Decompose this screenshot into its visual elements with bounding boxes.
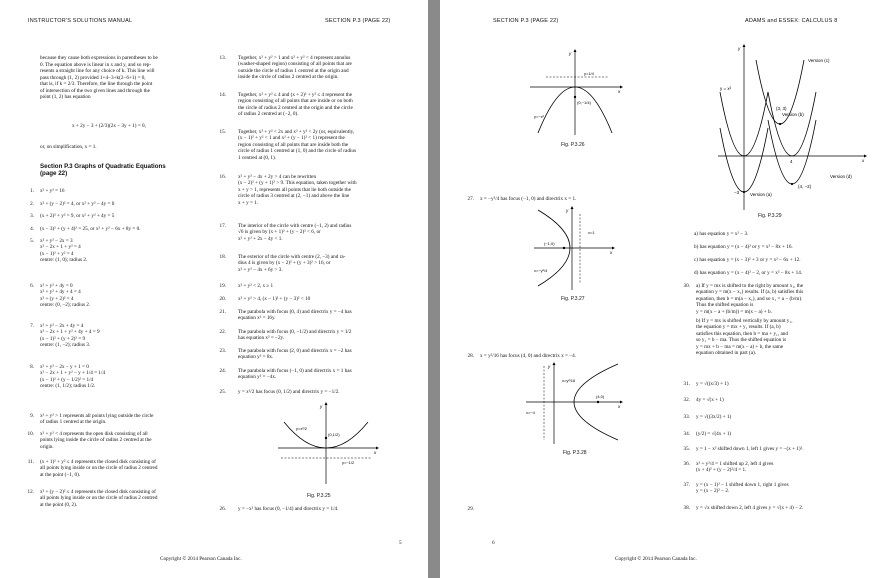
- exercise-number: 10.: [27, 431, 34, 437]
- version-c-label: Version (c): [808, 58, 830, 63]
- exercise-line: at the point (0, 2).: [40, 501, 78, 508]
- tick-label-minus-3: −3: [734, 190, 740, 195]
- exercise-line: dius 4 is given by (x − 2)² + (y + 3)² > 16, or: [238, 260, 331, 267]
- exercise-number: 37.: [683, 482, 690, 488]
- curve-label: y=−x²: [534, 114, 545, 119]
- y-axis-arrow: [743, 44, 746, 47]
- exercise-line: (x − 2)² + (y + 1)² > 9. This equation, taken together with: [238, 180, 357, 187]
- exercise-number: 5.: [30, 238, 34, 244]
- y-axis-label: y: [548, 364, 551, 369]
- running-header-left: INSTRUCTOR'S SOLUTIONS MANUAL: [28, 18, 133, 24]
- directrix-label: x=−4: [526, 410, 535, 415]
- point-b-label: (3, 3): [776, 106, 787, 111]
- exercise-line: y = m(x − a + (b/m)) = m(x − a) + b.: [696, 308, 772, 315]
- exercise-number: 17.: [219, 223, 226, 229]
- y-axis-arrow: [325, 402, 328, 405]
- curve-label: x=y²/16: [562, 378, 576, 383]
- exercise-line: x² + y² > 1 represents all points lying outside the circle: [40, 413, 154, 419]
- exercise-line: x² + y² − 4x + 6y > 3.: [238, 266, 283, 273]
- exercise-part-line: b) has equation y = (x − 4)² or y = x² − 8x + 16.: [694, 244, 793, 250]
- exercise-line: Thus the shifted equation is: [696, 302, 754, 309]
- exercise-number: 34.: [683, 431, 690, 437]
- exercise-part-line: a) has equation y = x² − 3.: [694, 231, 749, 237]
- exercise-line: 4y = √(x + 1): [696, 397, 724, 403]
- running-header-right: ADAMS and ESSEX: CALCULUS 8: [745, 18, 838, 24]
- exercise-line: the equation y = mx + y₁ results. If (a, b): [696, 324, 781, 331]
- focus-point: [563, 247, 565, 249]
- focus-point: [597, 401, 599, 403]
- focus-point: [325, 437, 327, 439]
- focus-label: (0,−1/4): [577, 100, 591, 105]
- exercise-line: equation x² = 16y.: [238, 315, 276, 322]
- right-page: [440, 0, 880, 578]
- exercise-line: (y/2) = √(4x + 1): [696, 431, 732, 437]
- exercise-number: 16.: [219, 174, 226, 180]
- exercise-line: of radius 2 centred at (−2, 0).: [238, 111, 299, 118]
- copyright-footer: Copyright © 2014 Pearson Canada Inc.: [160, 556, 242, 562]
- exercise-number: 7.: [30, 323, 34, 329]
- exercise-line: Together, x² + y² > 1 and x² + y² < 4 represent annulus: [238, 55, 351, 61]
- exercise-line: (x − 3)² + (y + 4)² = 25, or x² + y² − 6x + 8y = 0.: [40, 226, 141, 232]
- directrix-label: y=1/4: [584, 71, 594, 76]
- exercise-line: x² + (y − 2)² = 4, or x² + y² − 4y = 0: [40, 201, 115, 207]
- intro-line: point (1, 2) has equation: [40, 94, 91, 100]
- exercise-line: The parabola with focus (0, −1/2) and directrix y = 1/2: [238, 329, 352, 335]
- exercise-number: 35.: [683, 446, 690, 452]
- exercise-number: 11.: [27, 459, 34, 465]
- exercise-line: x + y > 1, represents all points that lie both outside the: [238, 186, 351, 193]
- exercise-line: (x − 1)² + (y − 1/2)² = 1/4: [40, 376, 94, 383]
- exercise-number: 3.: [30, 213, 34, 219]
- x-axis-arrow: [620, 401, 623, 404]
- exercise-number: 28.: [467, 353, 474, 359]
- exercise-line: Together, x² + y² ≤ 4 and (x + 2)² + y² ≤ 4 represent the: [238, 92, 353, 98]
- exercise-number: 4.: [30, 226, 34, 232]
- version-d-curve: [768, 120, 816, 184]
- exercise-line: Together, x² + y² < 2x and x² + y² < 2y (or, equivalently,: [238, 129, 355, 135]
- page-number: 5: [399, 540, 402, 546]
- exercise-number: 15.: [219, 129, 226, 135]
- exercise-line: inside the circle of radius 2 centred at the origin.: [238, 74, 339, 81]
- exercise-line: x² − 2x + 1 + y² − y + 1/4 = 1/4: [40, 370, 106, 377]
- exercise-number: 18.: [219, 254, 226, 260]
- exercise-line: x² + y²/4 = 1 shifted up 2, left 4 gives: [696, 461, 774, 467]
- version-b-label: Version (b): [782, 112, 804, 117]
- intro-line: of intersection of the two given lines and through the: [40, 87, 150, 94]
- exercise-number: 38.: [683, 505, 690, 511]
- exercise-line: (washer-shaped region) consisting of all points that are: [238, 61, 352, 68]
- page-number: 6: [492, 540, 495, 546]
- exercise-text: x = y²/16 has focus (4, 0) and directrix x = −4.: [480, 353, 577, 359]
- exercise-number: 2.: [30, 201, 34, 207]
- exercise-line: x² + (y − 2)² ≤ 4 represents the closed disk consisting of: [40, 489, 156, 495]
- exercise-line: circle of radius 1 centred at (1, 0) and the circle of radius: [238, 148, 356, 155]
- intro-line: resents a straight line for any choice of k. This line will: [40, 68, 155, 74]
- exercise-line: The parabola with focus (2, 0) and directrix x = −2 has: [238, 348, 352, 354]
- x-axis-label: x: [610, 250, 613, 255]
- figure-p-3-25: [276, 400, 380, 486]
- exercise-number: 24.: [219, 368, 226, 374]
- exercise-line: The interior of the circle with centre (−1, 2) and radius: [238, 223, 352, 229]
- exercise-line: x² + y² − 2x − y + 1 = 0: [40, 364, 89, 370]
- figure-p-3-28: [524, 360, 624, 446]
- exercise-line: equation y² = −4x.: [238, 374, 277, 381]
- exercise-line: x² + y² < 2, x ≥ 1: [238, 283, 274, 289]
- exercise-line: (x + 2)² + y² = 9, or x² + y² + 4y = 5: [40, 213, 115, 219]
- focus-label: (4,0): [596, 394, 605, 399]
- exercise-line: The parabola with focus (0, 4) and directrix y = −4 has: [238, 309, 352, 315]
- x-axis-arrow: [864, 155, 867, 158]
- exercise-line: centre: (1, −2); radius 3.: [40, 342, 91, 349]
- exercise-line: satisfies this equation, then b = ma + y₁, and: [696, 330, 788, 337]
- y-axis-arrow: [553, 362, 556, 365]
- exercise-line: y = mx + b − ma = m(x − a) + b, the same: [696, 343, 784, 350]
- exercise-line: region consisting of all points that are inside both the: [238, 141, 349, 148]
- x-axis-arrow: [376, 447, 379, 450]
- exercise-line: x² + y² + 4y + 4 = 4: [40, 289, 81, 296]
- point-d-label: (4, −2): [798, 184, 812, 189]
- exercise-line: region consisting of all points that are inside or on both: [238, 98, 353, 105]
- exercise-number: 23.: [219, 348, 226, 354]
- exercise-line: at the point (−1, 0).: [40, 471, 81, 478]
- y-axis-label: y: [569, 51, 572, 56]
- exercise-line: has equation x² = −2y.: [238, 335, 285, 342]
- directrix-label: x=1: [588, 230, 595, 235]
- exercise-number: 1.: [30, 188, 34, 194]
- exercise-line: equation y = m(x − x₁) results. If (a, b) satisfies this: [696, 289, 804, 296]
- exercise-line: x² + y² + 2x − 4y < 1.: [238, 235, 283, 242]
- exercise-text: x = −y²/4 has focus (−1, 0) and directrix x = 1.: [480, 196, 577, 202]
- left-page: [0, 0, 428, 578]
- exercise-number: 32.: [683, 397, 690, 403]
- exercise-line: (x + 1)² + y² ≤ 4 represents the closed disk consisting of: [40, 459, 156, 465]
- figure-caption: Fig. P.3.29: [758, 213, 782, 219]
- exercise-line: (x − 1)² + y² < 1 and x² + (y − 1)² < 1) represent the: [238, 135, 345, 142]
- exercise-line: y = (x − 2)² − 2.: [696, 488, 730, 495]
- exercise-line: outside the circle of radius 1 centred at the origin and: [238, 67, 349, 74]
- exercise-line: all points lying inside or on the circle of radius 2 centred: [40, 495, 158, 502]
- exercise-line: √6 is given by (x + 1)² + (y − 2)² < 6, or: [238, 229, 321, 236]
- exercise-line: origin.: [40, 443, 54, 450]
- point-d-marker: [791, 183, 793, 185]
- exercise-line: of radius 1 centred at the origin.: [40, 419, 107, 426]
- figure-caption: Fig. P.3.25: [307, 493, 331, 499]
- exercise-line: x² + (y + 2)² = 4: [40, 295, 74, 302]
- section-title: Section P.3 Graphs of Quadratic Equations: [40, 163, 166, 170]
- base-curve-label: y = x²: [720, 86, 732, 91]
- exercise-line: x² + y² < 4 represents the open disk consisting of all: [40, 431, 148, 437]
- exercise-line: so y₁ = b − ma. Thus the shifted equation is: [696, 337, 787, 344]
- running-header-left: SECTION P.3 (PAGE 22): [493, 18, 559, 24]
- exercise-line: x² − 2x + 1 + y² = 4: [40, 244, 81, 251]
- figure-p-3-26: [528, 47, 624, 137]
- exercise-number: 33.: [683, 414, 690, 420]
- intro-line: because they cause both expressions in parentheses to be: [40, 55, 158, 61]
- version-a-label: Version (a): [750, 192, 772, 197]
- point-a-marker: [743, 191, 745, 193]
- curve-label: x=−y²/4: [534, 268, 548, 273]
- curve-label: y=x²/2: [296, 426, 308, 431]
- y-axis-label: y: [738, 46, 741, 51]
- tick-label-4: 4: [790, 159, 793, 164]
- exercise-line: x² − 2x + 1 + y² + 4y + 4 = 9: [40, 329, 100, 336]
- exercise-line: a) If y = mx is shifted to the right by amount x₁, the: [696, 283, 804, 289]
- exercise-text: y = −x² has focus (0, −1/4) and directrix y = 1/4.: [238, 506, 339, 512]
- exercise-number: 25.: [219, 389, 226, 395]
- exercise-line: points lying inside the circle of radius 2 centred at the: [40, 437, 152, 444]
- point-b-marker: [779, 123, 781, 125]
- exercise-line: y = (x − 1)² − 1 shifted down 1, right 1 gives: [696, 482, 789, 488]
- figure-p-3-29: [716, 40, 868, 212]
- intro-equation: x + 2y − 3 + (2/3)(2x − 3y + 1) = 0,: [72, 123, 146, 129]
- exercise-number: 36.: [683, 461, 690, 467]
- exercise-line: equation y² = 8x.: [238, 354, 274, 361]
- y-axis-arrow: [571, 206, 574, 209]
- x-axis-label: x: [374, 450, 377, 455]
- exercise-number: 31.: [683, 381, 690, 387]
- figure-caption: Fig. P.3.27: [561, 296, 585, 302]
- exercise-number: 26.: [219, 506, 226, 512]
- intro-simplified: or, on simplification, x = 1.: [40, 144, 97, 150]
- exercise-line: x² + y² − 4x + 2y > 4 can be rewritten: [238, 174, 317, 180]
- exercise-number: 29.: [467, 506, 474, 512]
- section-title-page: (page 22): [40, 170, 68, 177]
- running-header-right: SECTION P.3 (PAGE 22): [325, 18, 391, 24]
- version-d-label: Version (d): [830, 174, 852, 179]
- exercise-part-line: c) has equation y = (x − 3)² + 3 or y = x² − 6x + 12.: [694, 257, 801, 263]
- exercise-line: y = 1 − x² shifted down 1, left 1 gives y = −(x + 1)².: [696, 446, 804, 452]
- exercise-line: 1 centred at (0, 1).: [238, 154, 277, 161]
- exercise-line: x² + y² − 2x + 4y = 4: [40, 323, 84, 329]
- exercise-line: x + y = 1.: [238, 199, 259, 206]
- exercise-number: 8.: [30, 364, 34, 370]
- x-axis-label: x: [618, 404, 621, 409]
- y-axis-arrow: [574, 49, 577, 52]
- exercise-part-line: d) has equation y = (x − 4)² − 2, or y = x² − 8x + 14.: [694, 270, 803, 276]
- intro-line: that is, if k = 2/3. Therefore, the line through the point: [40, 81, 153, 87]
- exercise-line: y = √((x/3) + 1): [696, 381, 729, 387]
- exercise-line: y = √((3x/2) + 1): [696, 414, 732, 420]
- copyright-footer: Copyright © 2014 Pearson Canada Inc.: [615, 556, 697, 562]
- exercise-line: equation obtained in part (a).: [696, 350, 757, 356]
- exercise-line: centre: (1, 0); radius 2.: [40, 257, 88, 264]
- y-axis-label: y: [320, 404, 323, 409]
- exercise-line: centre: (1, 1/2); radius 1/2.: [40, 383, 96, 390]
- exercise-line: the circle of radius 2 centred at the origin and the circle: [238, 104, 353, 111]
- figure-p-3-27: [532, 204, 616, 292]
- focus-label: (0,1/2): [328, 432, 340, 437]
- version-b-curve: [768, 92, 816, 156]
- x-axis-label: x: [862, 158, 865, 163]
- exercise-line: circle of radius 3 centred at (2, −1) and above the line: [238, 193, 350, 200]
- exercise-line: all points lying inside or on the circle of radius 2 centred: [40, 465, 158, 472]
- y-axis-label: y: [566, 208, 569, 213]
- focus-label: (−1,0): [544, 241, 555, 246]
- figure-caption: Fig. P.3.28: [563, 450, 587, 456]
- exercise-line: y = x²/2 has focus (0, 1/2) and directrix y = −1/2.: [238, 389, 340, 395]
- exercise-number: 27.: [467, 196, 474, 202]
- x-axis-arrow: [612, 247, 615, 250]
- exercise-number: 22.: [219, 329, 226, 335]
- exercise-number: 14.: [219, 92, 226, 98]
- exercise-number: 20.: [219, 296, 226, 302]
- exercise-number: 12.: [27, 489, 34, 495]
- exercise-line: x² + y² − 2x = 3: [40, 238, 73, 244]
- exercise-line: b) If y = mx is shifted vertically by amount y₁,: [696, 318, 793, 324]
- x-axis-label: x: [618, 89, 621, 94]
- exercise-line: centre: (0, −2); radius 2.: [40, 302, 91, 309]
- exercise-number: 6.: [30, 283, 34, 289]
- exercise-line: x² + y² + 4y = 0: [40, 283, 73, 289]
- exercise-line: x² + y² = 16: [40, 188, 65, 194]
- focus-point: [574, 96, 576, 98]
- x-axis-arrow: [620, 86, 623, 89]
- intro-line: 0. The equation above is linear in x and y, and so rep-: [40, 61, 152, 68]
- exercise-line: The exterior of the circle with centre (2, −3) and ra-: [238, 254, 346, 260]
- exercise-number: 9.: [30, 413, 34, 419]
- exercise-line: y = √x shifted down 2, left 4 gives y = √(x + 4) − 2.: [696, 505, 804, 511]
- exercise-line: (x − 1)² + y² = 4: [40, 250, 74, 257]
- exercise-number: 19.: [219, 283, 226, 289]
- exercise-number: 30.: [683, 283, 690, 289]
- directrix-label: y=−1/2: [342, 460, 355, 465]
- exercise-number: 21.: [219, 309, 226, 315]
- exercise-line: (x + 4)² + (y − 2)²/4 = 1.: [696, 467, 747, 474]
- exercise-line: (x − 1)² + (y + 2)² = 9: [40, 335, 86, 342]
- exercise-line: equation, then b = m(a − x₁), and so x₁ = a − (b/m).: [696, 295, 803, 302]
- intro-line: pass through (1, 2) provided 1+4−3+k(2−6+1) = 0,: [40, 74, 146, 81]
- exercise-line: x² + y² > 4, (x − 1)² + (y − 3)² < 10: [238, 296, 311, 302]
- exercise-line: The parabola with focus (−1, 0) and directrix x = 1 has: [238, 368, 352, 374]
- figure-caption: Fig. P.3.26: [561, 142, 585, 148]
- exercise-number: 13.: [219, 55, 226, 61]
